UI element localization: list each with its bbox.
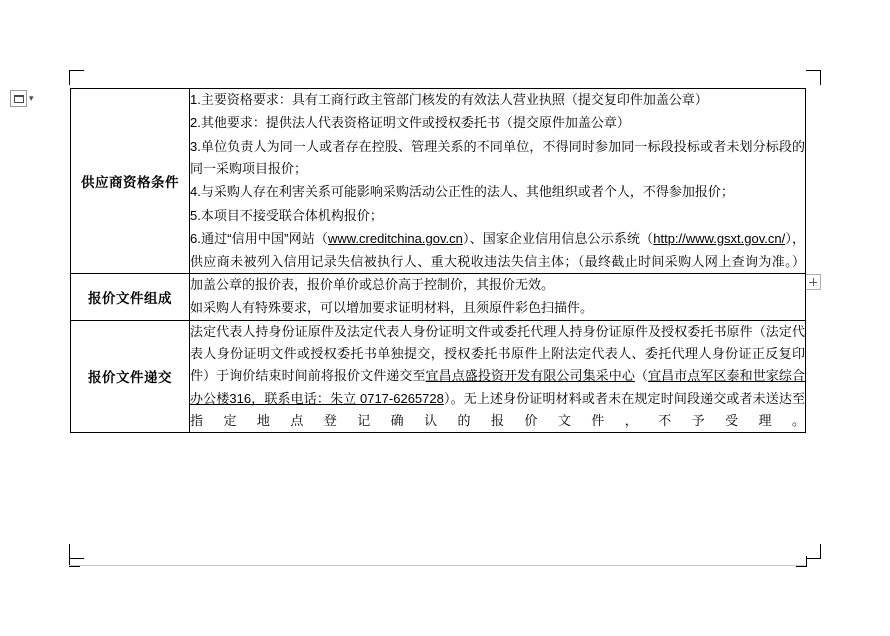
table-row xyxy=(71,273,806,320)
object-anchor-widget[interactable] xyxy=(10,90,34,107)
paragraph: 法定代表人持身份证原件及法定代表人身份证明文件或委托代理人持身份证原件及授权委托书原件（法定代表人身份证明文件或授权委托书单独提交，授权委托书原件上附法定代表人、委托代理人身份证正反复印件）于询价结束时间前将报价文件递交至宜昌点盛投资开发有限公司集采中心（宜昌市点军区泰和世家综合办公楼316，联系电话：朱立 0717-6265728）。无上述身份证明材料或者未在规定时间段递交或者未送达至指定地点登记确认的报价文件，不予受理。 xyxy=(190,323,805,429)
paragraph: 加盖公章的报价表，报价单价或总价高于控制价，其报价无效。 xyxy=(190,276,555,292)
row-content-quotation-submission xyxy=(190,320,806,433)
paragraph: 1.主要资格要求：具有工商行政主管部门核发的有效法人营业执照（提交复印件加盖公章） xyxy=(190,92,708,107)
row-content-quotation-composition xyxy=(190,273,806,320)
crop-mark-bottom-right xyxy=(806,544,821,559)
paragraph: 2.其他要求：提供法人代表资格证明文件或授权委托书（提交原件加盖公章） xyxy=(190,115,630,131)
table-row xyxy=(71,320,806,433)
plus-handle-icon[interactable] xyxy=(805,274,821,290)
row-label-supplier-qualification: 供应商资格条件 xyxy=(71,89,190,274)
paragraph: 6.通过“信用中国”网站（www.creditchina.gov.cn）、国家企业信用信息公示系统（http://www.gsxt.gov.cn/），供应商未被列入信用记录失信被执行人、重大税收违法失信主体；（最终截止时间采购人网上查询为准。） xyxy=(190,231,805,269)
crop-mark-top-right xyxy=(806,70,821,85)
requirements-table xyxy=(70,88,806,433)
row-content-supplier-qualification xyxy=(190,89,806,274)
paragraph: 3.单位负责人为同一人或者存在控股、管理关系的不同单位，不得同时参加同一标段投标或者未划分标段的同一采购项目报价； xyxy=(190,138,805,177)
object-anchor-icon[interactable] xyxy=(10,90,27,107)
paragraph: 4.与采购人存在利害关系可能影响采购活动公正性的法人、其他组织或者个人，不得参加报价； xyxy=(190,184,734,200)
chevron-down-icon[interactable]: ▾ xyxy=(29,93,34,103)
paragraph: 5.本项目不接受联合体机构报价； xyxy=(190,207,383,223)
page-break-line xyxy=(69,565,806,566)
crop-mark-top-left xyxy=(69,70,84,85)
paragraph: 如采购人有特殊要求，可以增加要求证明材料，且须原件彩色扫描件。 xyxy=(190,300,594,316)
table-row xyxy=(71,89,806,274)
row-label-quotation-submission: 报价文件递交 xyxy=(71,320,190,433)
row-label-quotation-composition: 报价文件组成 xyxy=(71,273,190,320)
